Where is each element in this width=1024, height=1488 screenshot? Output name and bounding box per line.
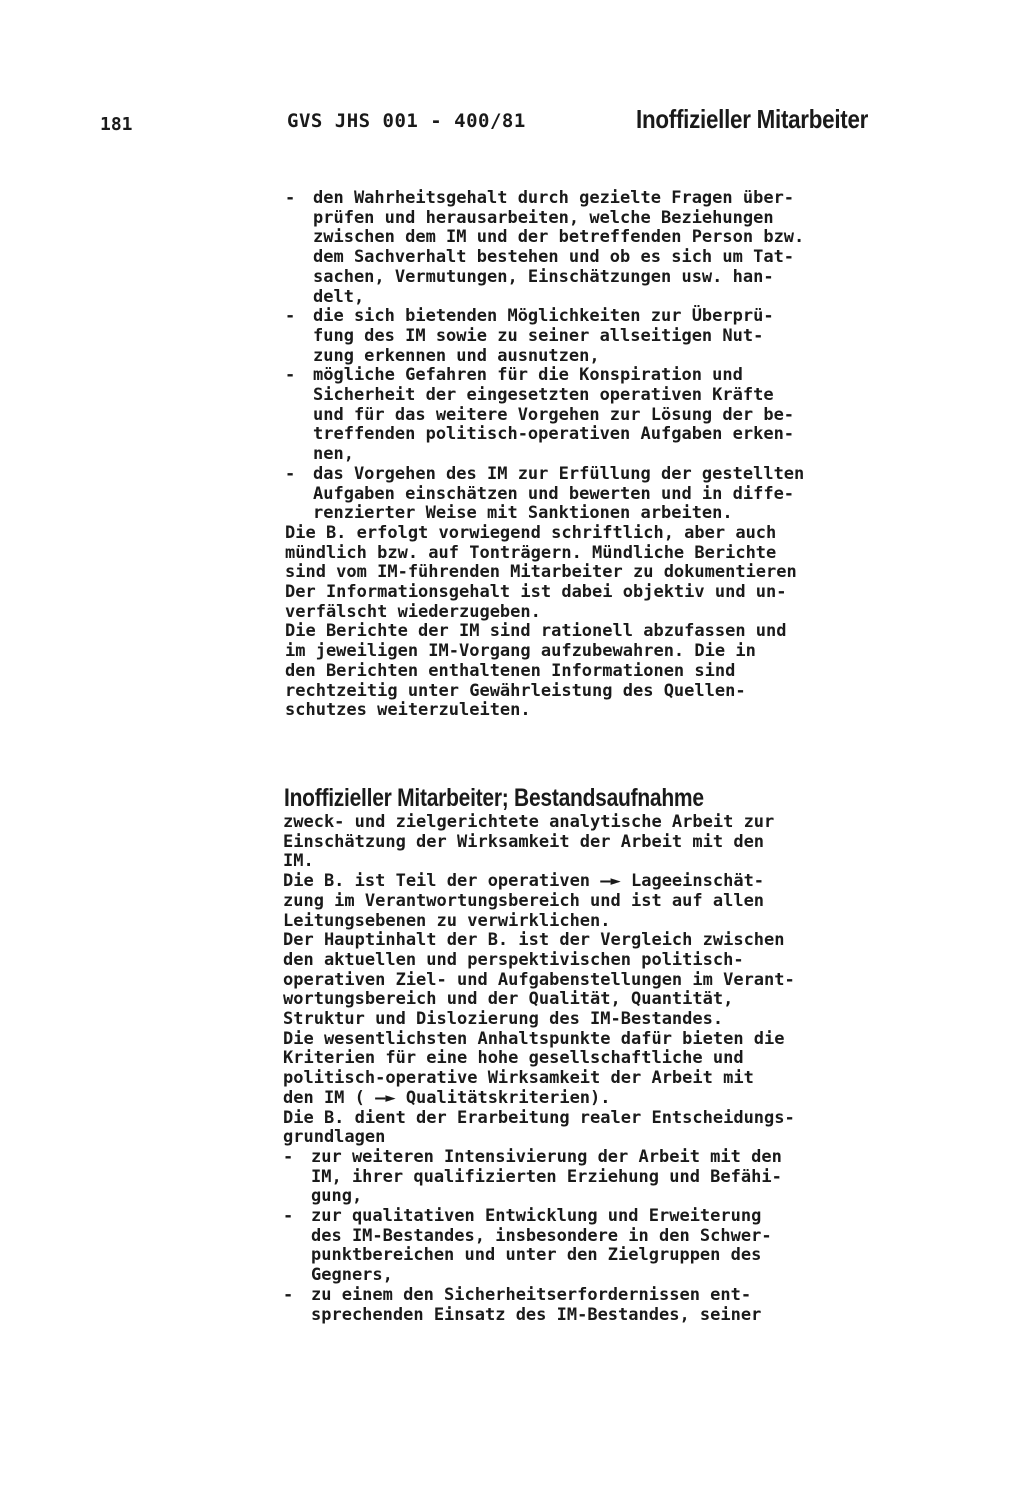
text-line: sprechenden Einsatz des IM-Bestandes, seiner bbox=[311, 1304, 762, 1325]
list-item bbox=[285, 465, 925, 524]
text-line: den Wahrheitsgehalt durch gezielte Fragen über- bbox=[313, 188, 795, 208]
bullet-dash: - bbox=[283, 1284, 294, 1305]
bullet-dash: - bbox=[285, 306, 296, 327]
text-line: Struktur und Dislozierung des IM-Bestandes. bbox=[283, 1009, 724, 1030]
bullet-dash: - bbox=[283, 1206, 294, 1227]
text-line: fung des IM sowie zu seiner allseitigen Nut- bbox=[313, 325, 764, 346]
text-line: renzierter Weise mit Sanktionen arbeiten. bbox=[313, 503, 733, 524]
text-line: punktbereichen und unter den Zielgruppen des bbox=[311, 1245, 762, 1266]
text-line: Die wesentlichsten Anhaltspunkte dafür bieten die bbox=[283, 1028, 785, 1049]
text-line: zu einem den Sicherheitserfordernissen ent- bbox=[311, 1284, 752, 1305]
list-item bbox=[285, 189, 925, 307]
paragraph bbox=[285, 524, 925, 623]
paragraph bbox=[283, 872, 923, 931]
bullet-dash: - bbox=[285, 463, 296, 484]
text-line: Gegners, bbox=[311, 1265, 393, 1286]
list-item bbox=[285, 366, 925, 465]
section-body-2 bbox=[283, 813, 923, 1325]
text-line: und für das weitere Vorgehen zur Lösung der be- bbox=[313, 404, 795, 425]
text-line: Sicherheit der eingesetzten operativen Kräfte bbox=[313, 385, 774, 406]
text-line: mündlich bzw. auf Tonträgern. Mündliche Berichte bbox=[285, 542, 777, 563]
text-line: rechtzeitig unter Gewährleistung des Quellen- bbox=[285, 680, 746, 701]
text-line: delt, bbox=[313, 286, 365, 307]
bullet-dash: - bbox=[283, 1146, 294, 1167]
text-line: zung erkennen und ausnutzen, bbox=[313, 345, 600, 366]
text-line: zwischen dem IM und der betreffenden Person bzw. bbox=[313, 227, 805, 248]
text-line: zweck- und zielgerichtete analytische Arbeit zur bbox=[283, 812, 775, 832]
text-line: im jeweiligen IM-Vorgang aufzubewahren. Die in bbox=[285, 641, 756, 662]
text-line: zung im Verantwortungsbereich und ist auf allen bbox=[283, 890, 765, 911]
text-line: Die B. dient der Erarbeitung realer Entscheidungs- bbox=[283, 1107, 795, 1128]
text-line: Die B. ist Teil der operativen —► Lageeinschät- bbox=[283, 871, 765, 892]
section-heading: Inoffizieller Mitarbeiter; Bestandsaufnahme bbox=[284, 784, 704, 812]
text-line: Die Berichte der IM sind rationell abzufassen und bbox=[285, 621, 787, 642]
text-line: den aktuellen und perspektivischen politisch- bbox=[283, 949, 744, 970]
section-body-1 bbox=[285, 189, 925, 721]
text-line: IM. bbox=[283, 851, 314, 872]
running-title: Inoffizieller Mitarbeiter bbox=[636, 104, 869, 134]
text-line: Einschätzung der Wirksamkeit der Arbeit mit den bbox=[283, 831, 765, 852]
paragraph bbox=[283, 813, 923, 872]
text-line: Kriterien für eine hohe gesellschaftliche und bbox=[283, 1048, 744, 1069]
text-line: Die B. erfolgt vorwiegend schriftlich, aber auch bbox=[285, 522, 777, 543]
document-reference: GVS JHS 001 - 400/81 bbox=[287, 110, 526, 132]
list-item bbox=[283, 1286, 923, 1325]
paragraph bbox=[283, 931, 923, 1030]
text-line: Aufgaben einschätzen und bewerten und in diffe- bbox=[313, 483, 795, 504]
text-line: operativen Ziel- und Aufgabenstellungen im Verant- bbox=[283, 969, 795, 990]
text-line: verfälscht wiederzugeben. bbox=[285, 601, 541, 622]
paragraph bbox=[283, 1109, 923, 1148]
text-line: dem Sachverhalt bestehen und ob es sich um Tat- bbox=[313, 247, 795, 268]
text-line: Der Hauptinhalt der B. ist der Vergleich zwischen bbox=[283, 930, 785, 951]
bullet-dash: - bbox=[285, 365, 296, 386]
text-line: sachen, Vermutungen, Einschätzungen usw. han- bbox=[313, 266, 774, 287]
paragraph bbox=[285, 622, 925, 721]
text-line: gung, bbox=[311, 1186, 363, 1207]
text-line: grundlagen bbox=[283, 1127, 386, 1148]
text-line: nen, bbox=[313, 444, 354, 465]
text-line: IM, ihrer qualifizierten Erziehung und Befähi- bbox=[311, 1166, 782, 1187]
text-line: den IM ( —► Qualitätskriterien). bbox=[283, 1087, 611, 1108]
text-line: das Vorgehen des IM zur Erfüllung der gestellten bbox=[313, 463, 805, 484]
text-line: prüfen und herausarbeiten, welche Beziehungen bbox=[313, 207, 774, 228]
text-line: zur qualitativen Entwicklung und Erweiterung bbox=[311, 1206, 762, 1227]
list-item bbox=[283, 1148, 923, 1207]
page-number: 181 bbox=[100, 114, 133, 135]
text-line: schutzes weiterzuleiten. bbox=[285, 700, 531, 721]
text-line: sind vom IM-führenden Mitarbeiter zu dokumentieren bbox=[285, 562, 797, 583]
text-line: die sich bietenden Möglichkeiten zur Überprü- bbox=[313, 306, 774, 327]
bullet-dash: - bbox=[285, 188, 296, 208]
text-line: zur weiteren Intensivierung der Arbeit mit den bbox=[311, 1146, 782, 1167]
text-line: treffenden politisch-operativen Aufgaben erken- bbox=[313, 424, 795, 445]
list-item bbox=[285, 307, 925, 366]
text-line: des IM-Bestandes, insbesondere in den Schwer- bbox=[311, 1225, 772, 1246]
text-line: mögliche Gefahren für die Konspiration und bbox=[313, 365, 743, 386]
paragraph bbox=[283, 1030, 923, 1109]
text-line: politisch-operative Wirksamkeit der Arbeit mit bbox=[283, 1068, 754, 1089]
text-line: wortungsbereich und der Qualität, Quantität, bbox=[283, 989, 734, 1010]
text-line: Leitungsebenen zu verwirklichen. bbox=[283, 910, 611, 931]
list-item bbox=[283, 1207, 923, 1286]
text-line: den Berichten enthaltenen Informationen sind bbox=[285, 660, 736, 681]
text-line: Der Informationsgehalt ist dabei objektiv und un- bbox=[285, 582, 787, 603]
